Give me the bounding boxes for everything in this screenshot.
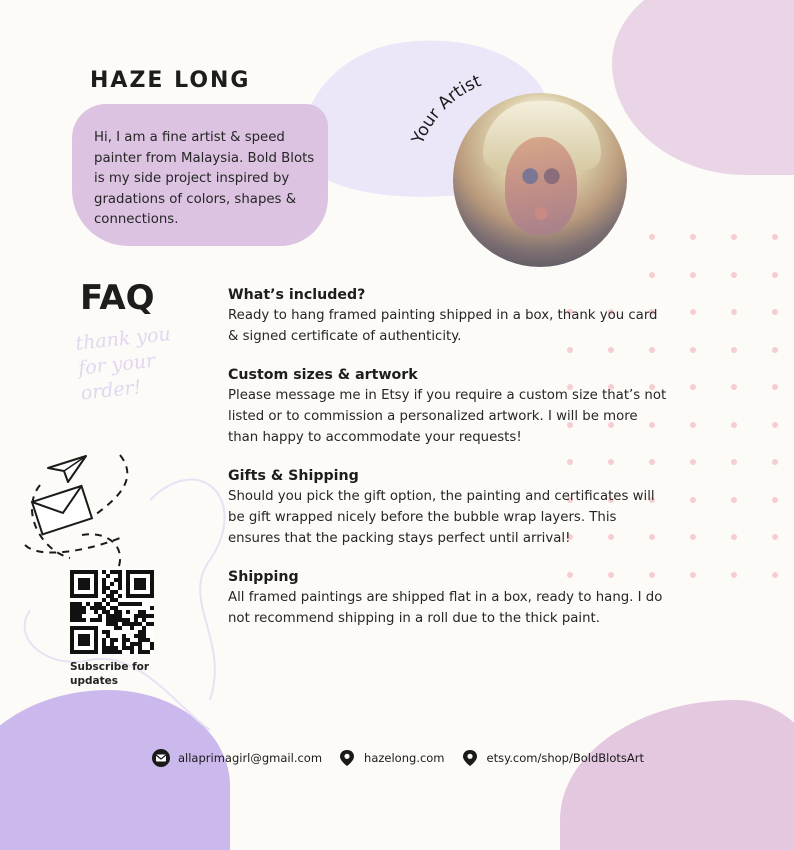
dot xyxy=(772,534,778,540)
thank-you-script: thank you for your order! xyxy=(74,322,172,405)
dot xyxy=(690,459,696,465)
dot xyxy=(690,234,696,240)
dot xyxy=(731,309,737,315)
faq-answer: All framed paintings are shipped flat in a box, ready to hang. I do not recommend shipping in a roll due to the thick paint. xyxy=(228,590,663,626)
contact-website-text[interactable]: hazelong.com xyxy=(364,751,445,765)
faq-question: Custom sizes & artwork xyxy=(228,367,418,383)
envelope-icon xyxy=(32,486,92,534)
artist-intro: Hi, I am a fine artist & speed painter from Malaysia. Bold Blots is my side project inspired by gradations of colors, shapes & connections. xyxy=(94,130,315,227)
dot xyxy=(731,272,737,278)
dot xyxy=(772,309,778,315)
contact-website[interactable] xyxy=(338,749,444,767)
dot xyxy=(772,234,778,240)
faq-heading: FAQ xyxy=(80,278,155,318)
faq-question: Gifts & Shipping xyxy=(228,468,359,484)
dot xyxy=(690,534,696,540)
dot xyxy=(731,384,737,390)
faq-item xyxy=(228,285,668,347)
contact-email[interactable] xyxy=(152,749,322,767)
dot xyxy=(731,459,737,465)
contact-bar xyxy=(152,749,660,767)
dot xyxy=(731,422,737,428)
dot xyxy=(772,497,778,503)
paper-plane-icon xyxy=(48,456,86,482)
dot xyxy=(731,347,737,353)
faq-answer: Please message me in Etsy if you require a custom size that’s not listed or to commission a personalized artwork. I will be more than happy to accommodate your requests! xyxy=(228,388,667,445)
artist-face xyxy=(505,137,577,235)
dot xyxy=(772,384,778,390)
faq-question: Shipping xyxy=(228,569,299,585)
dot xyxy=(731,497,737,503)
dot xyxy=(649,234,655,240)
faq-item xyxy=(228,365,668,448)
dot xyxy=(690,347,696,353)
faq-item xyxy=(228,567,668,629)
location-pin-icon xyxy=(461,749,479,767)
dot xyxy=(731,234,737,240)
dot xyxy=(690,272,696,278)
faq-answer: Ready to hang framed painting shipped in a box, thank you card & signed certificate of authenticity. xyxy=(228,308,658,344)
dot xyxy=(690,572,696,578)
location-pin-icon xyxy=(338,749,356,767)
faq-list xyxy=(228,285,668,647)
faq-answer: Should you pick the gift option, the painting and certificates will be gift wrapped nicely before the bubble wrap layers. This ensures that the packing stays perfect until arrival! xyxy=(228,489,655,546)
dot xyxy=(690,497,696,503)
mail-icon xyxy=(152,749,170,767)
dot xyxy=(731,572,737,578)
dot xyxy=(690,384,696,390)
contact-shop[interactable] xyxy=(461,749,644,767)
dot xyxy=(731,534,737,540)
artist-photo xyxy=(453,93,627,267)
contact-email-text[interactable]: allaprimagirl@gmail.com xyxy=(178,751,323,765)
dot xyxy=(690,422,696,428)
dot xyxy=(772,422,778,428)
dot xyxy=(772,572,778,578)
curved-artist-text: Your Artist xyxy=(408,71,485,148)
dot xyxy=(772,272,778,278)
contact-shop-text[interactable]: etsy.com/shop/BoldBlotsArt xyxy=(486,751,644,765)
faq-item xyxy=(228,466,668,549)
dot xyxy=(772,347,778,353)
qr-code[interactable] xyxy=(70,570,154,654)
dot xyxy=(690,309,696,315)
subscribe-label: Subscribe for updates xyxy=(70,661,150,687)
artist-name: HAZE LONG xyxy=(90,68,251,93)
faq-question: What’s included? xyxy=(228,287,366,303)
dot xyxy=(772,459,778,465)
dot xyxy=(649,272,655,278)
